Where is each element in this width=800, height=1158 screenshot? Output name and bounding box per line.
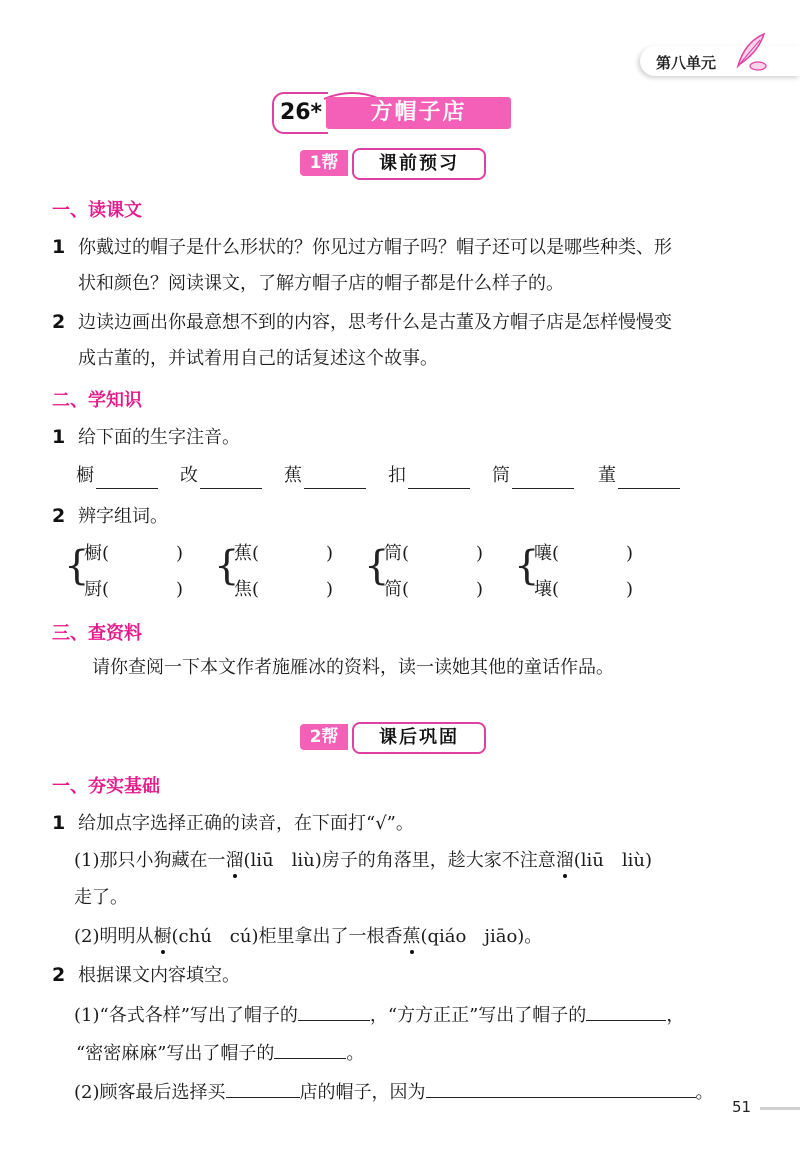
research-text: 请你查阅一下本文作者施雁冰的资料，读一读她其他的童话作品。 [92, 657, 614, 678]
question-text: 你戴过的帽子是什么形状的？你见过方帽子吗？帽子还可以是哪些种类、形 [78, 237, 672, 258]
word-pair-close: ) [626, 579, 634, 600]
dotted-char: 溜 [225, 850, 244, 871]
question-text: 根据课文内容填空。 [78, 965, 240, 986]
word-pair-close: ) [176, 579, 184, 600]
question-number: 2 [52, 505, 66, 527]
question-text: 边读边画出你最意想不到的内容，思考什么是古董及方帽子店是怎样慢慢变 [78, 312, 672, 333]
word-pair-close: ) [476, 579, 484, 600]
sentence-2: (2)明明从橱(chú cú)柜里拿出了一根香蕉(qiáo jiāo)。 [74, 926, 543, 947]
question-number: 2 [52, 964, 66, 986]
word-pair-bottom: 厨( [84, 579, 110, 600]
lesson-number: 26* [272, 92, 328, 134]
word-pair-top: 嚷( [534, 543, 560, 564]
word-pair-top: 筒( [384, 543, 410, 564]
sentence-1-cont: 走了。 [74, 887, 128, 908]
fill-blank[interactable] [426, 1079, 696, 1098]
section-heading-read: 一、读课文 [52, 200, 142, 221]
section-heading-basics: 一、夯实基础 [52, 776, 160, 797]
question-number: 1 [52, 236, 66, 258]
fill-1-cont: “密密麻麻”写出了帽子的 。 [76, 1040, 364, 1066]
brace-icon: { [514, 543, 540, 589]
page-number: 51 [732, 1098, 752, 1116]
pinyin-blank[interactable] [96, 470, 158, 489]
section-heading-learn: 二、学知识 [52, 390, 142, 411]
pinyin-char: 蕉 [284, 465, 302, 486]
word-pair-bottom: 简( [384, 579, 410, 600]
word-pair-close: ) [176, 543, 184, 564]
page-line [760, 1107, 800, 1110]
question-text: 成古董的，并试着用自己的话复述这个故事。 [78, 348, 438, 369]
fill-blank[interactable] [226, 1079, 300, 1098]
feather-pen-icon [732, 32, 768, 76]
question-text: 给加点字选择正确的读音，在下面打“√”。 [78, 813, 414, 834]
question-number: 2 [52, 311, 66, 333]
unit-label: 第八单元 [656, 54, 717, 72]
brace-icon: { [64, 543, 90, 589]
dotted-char: 橱 [153, 926, 172, 947]
pinyin-char: 筒 [492, 465, 510, 486]
fill-2: (2)顾客最后选择买 店的帽子，因为 。 [74, 1079, 714, 1105]
pinyin-blank[interactable] [408, 470, 470, 489]
pinyin-char: 改 [180, 465, 198, 486]
part2-badge: 2帮 [300, 724, 348, 750]
pinyin-char: 扣 [388, 465, 406, 486]
fill-blank[interactable] [298, 1002, 370, 1021]
word-pair-close: ) [476, 543, 484, 564]
dotted-char: 蕉 [402, 926, 421, 947]
pinyin-blank[interactable] [618, 470, 680, 489]
sentence-1: (1)那只小狗藏在一溜(liū liù)房子的角落里，趁大家不注意溜(liū liù) [74, 850, 653, 871]
question-text: 辨字组词。 [78, 506, 168, 527]
pinyin-blank[interactable] [512, 470, 574, 489]
section-heading-research: 三、查资料 [52, 623, 142, 644]
question-number: 1 [52, 812, 66, 834]
word-pair-bottom: 焦( [234, 579, 260, 600]
word-pair-close: ) [326, 543, 334, 564]
brace-icon: { [364, 543, 390, 589]
brace-icon: { [214, 543, 240, 589]
pinyin-char: 董 [598, 465, 616, 486]
word-pair-bottom: 壤( [534, 579, 560, 600]
fill-1: (1)“各式各样”写出了帽子的 ，“方方正正”写出了帽子的 ， [74, 1002, 684, 1028]
pinyin-blank[interactable] [304, 470, 366, 489]
fill-blank[interactable] [274, 1040, 346, 1059]
lesson-title: 方帽子店 [326, 97, 511, 129]
question-text: 状和颜色？阅读课文，了解方帽子店的帽子都是什么样子的。 [78, 273, 564, 294]
fill-blank[interactable] [586, 1002, 666, 1021]
word-pair-top: 橱( [84, 543, 110, 564]
question-number: 1 [52, 426, 66, 448]
pinyin-blank[interactable] [200, 470, 262, 489]
word-pair-close: ) [326, 579, 334, 600]
word-pair-close: ) [626, 543, 634, 564]
part1-title: 课前预习 [352, 148, 486, 180]
question-text: 给下面的生字注音。 [78, 427, 240, 448]
part2-title: 课后巩固 [352, 722, 486, 754]
word-pair-top: 蕉( [234, 543, 260, 564]
dotted-char: 溜 [555, 850, 574, 871]
part1-badge: 1帮 [300, 150, 348, 176]
pinyin-char: 橱 [76, 465, 94, 486]
